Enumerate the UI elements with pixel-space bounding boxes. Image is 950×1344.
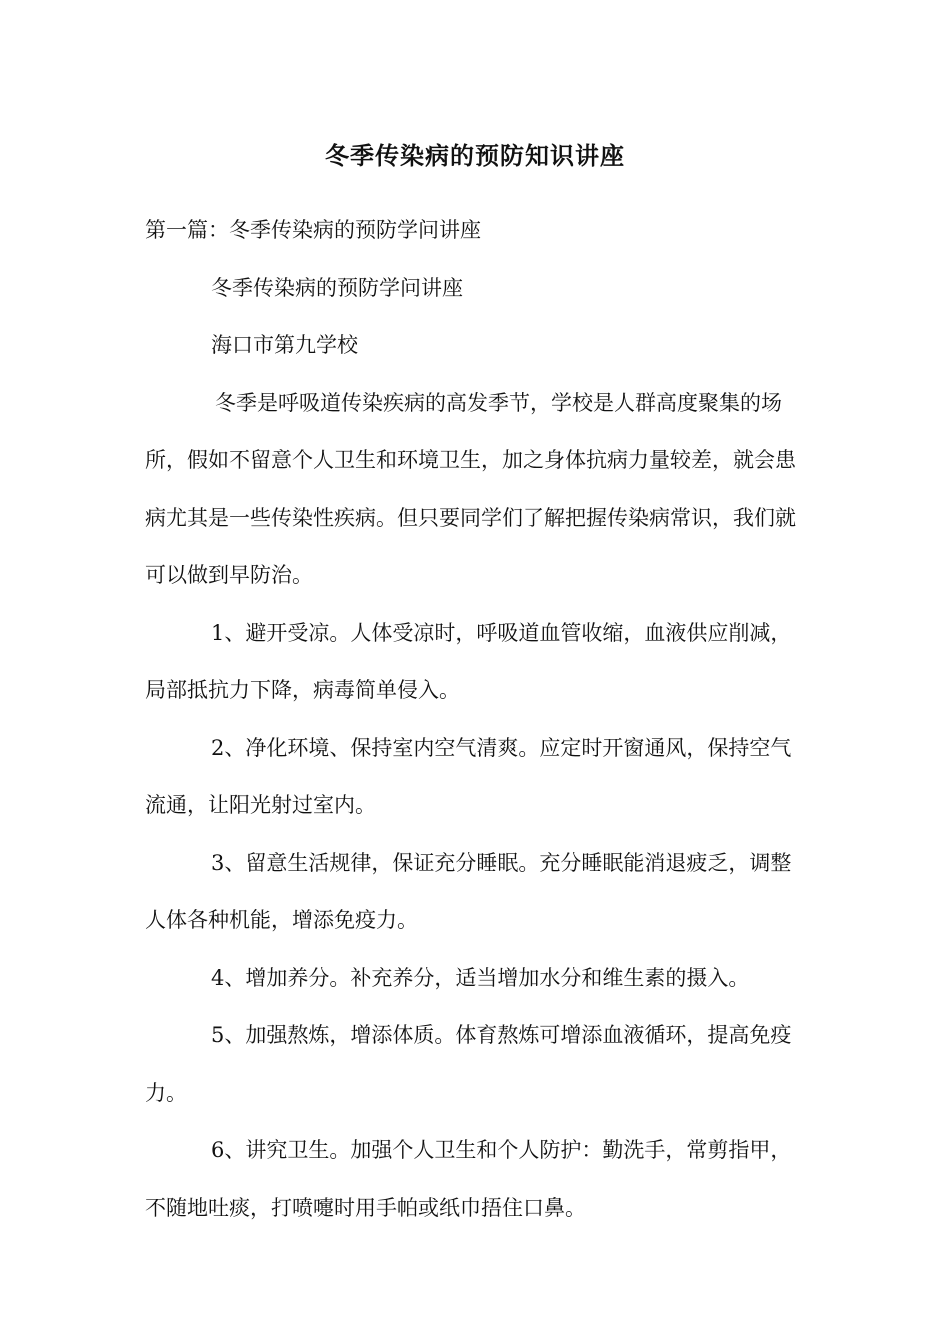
author-school: 海口市第九学校 — [211, 333, 358, 357]
subtitle: 冬季传染病的预防学问讲座 — [211, 275, 463, 300]
document-title: 冬季传染病的预防知识讲座 — [325, 141, 625, 170]
document-body — [145, 202, 810, 1237]
tip-1: 1、避开受凉。人体受凉时，呼吸道血管收缩，血液供应削减，局部抵抗力下降，病毒简单侵入。 — [145, 620, 792, 702]
intro-paragraph: 冬季是呼吸道传染疾病的高发季节，学校是人群高度聚集的场所，假如不留意个人卫生和环境卫生，加之身体抗病力量较差，就会患病尤其是一些传染性疾病。但只要同学们了解把握传染病常识，我们就可以做到早防治。 — [145, 390, 796, 587]
tip-5: 5、加强熬炼，增添体质。体育熬炼可增添血液循环，提高免疫力。 — [145, 1023, 792, 1105]
section-heading: 第一篇：冬季传染病的预防学问讲座 — [145, 218, 481, 242]
tip-3: 3、留意生活规律，保证充分睡眠。充分睡眠能消退疲乏，调整人体各种机能，增添免疫力。 — [145, 850, 792, 932]
tip-4: 4、增加养分。补充养分，适当增加水分和维生素的摄入。 — [211, 965, 750, 990]
tip-2: 2、净化环境、保持室内空气清爽。应定时开窗通风，保持空气流通，让阳光射过室内。 — [145, 735, 792, 817]
tip-6: 6、讲究卫生。加强个人卫生和个人防护：勤洗手，常剪指甲，不随地吐痰，打喷嚏时用手帕或纸巾捂住口鼻。 — [145, 1138, 792, 1220]
